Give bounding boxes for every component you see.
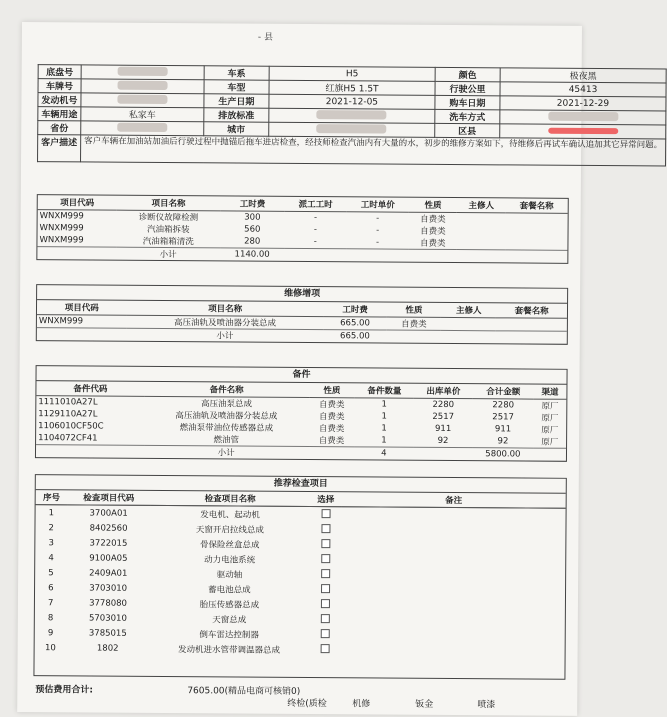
estimate-label: 预估费用合计: [35,685,93,696]
row-number: 1 [48,507,55,518]
redacted-block [317,124,387,133]
table-cell: 1 [381,423,387,434]
subtotal-value: 5800.00 [472,448,533,461]
row-number: 6 [48,582,54,593]
column-header: 选择 [310,492,342,507]
table-cell: 2280 [432,399,455,411]
subtotal-row [37,247,567,263]
redacted-block [118,66,168,75]
inspection-name: 驱动轴 [216,569,243,581]
table-cell: 自费类 [401,319,427,330]
additional-repairs-section [36,284,568,345]
subtotal-label: 小计 [116,247,220,260]
select-cell [309,582,341,597]
subtotal-row [37,328,567,344]
redacted-block [317,110,387,119]
table-cell: 1 [381,399,387,410]
field-label: 行驶公里 [435,81,500,95]
table-cell: - [313,213,318,224]
field-value: 2021-12-05 [269,94,435,109]
table-cell [533,448,566,461]
field-label: 购车日期 [435,95,500,109]
column-header: 备注 [342,492,566,508]
table-cell: 原厂 [541,425,559,436]
table-cell: 自费类 [420,226,446,237]
table-cell: - [375,237,380,248]
field-value [81,121,204,136]
column-header: 工时费 [324,302,387,317]
remark-cell [341,612,565,629]
table-cell: - [376,213,380,224]
table-cell: 原厂 [541,401,559,412]
field-value [81,79,204,94]
customer-description-label: 客户描述 [38,135,81,162]
column-header: 合计金额 [473,384,534,399]
vehicle-info-table [37,64,667,166]
select-cell [310,537,342,552]
inspection-code: 1802 [96,643,119,654]
table-cell [37,328,127,341]
column-header: 派工工时 [284,197,346,212]
table-cell: WNXM999 [39,211,84,222]
table-cell: 高压油轨及喷油器分装总成 [175,411,278,422]
field-label: 车牌号 [38,79,81,93]
table-cell: 92 [497,436,509,447]
table-cell: - [376,225,380,236]
field-value: 45413 [500,82,666,97]
table-cell: 280 [244,236,261,247]
field-value [500,124,666,139]
row-number: 9 [47,627,54,638]
field-label: 省份 [38,121,81,135]
table-cell: WNXM999 [38,316,84,327]
field-value: 2021-12-29 [500,96,666,111]
table-cell [457,225,505,237]
table-cell: 自费类 [318,436,345,447]
inspection-name: 蓄电池总成 [208,584,251,596]
subtotal-value: 1140.00 [220,248,284,261]
column-header: 序号 [36,490,68,505]
select-checkbox[interactable] [321,509,330,518]
repair-order-sheet [17,22,663,716]
table-cell [386,330,441,343]
table-cell: 高压油轨及喷油器分装总成 [174,318,277,329]
column-header: 性质 [386,303,441,318]
table-cell: 665.00 [340,318,370,329]
field-value: 红旗H5 1.5T [269,80,435,95]
select-checkbox[interactable] [320,614,329,623]
select-cell [309,627,341,642]
row-number: 7 [48,597,54,608]
table-cell: WNXM999 [39,235,84,246]
column-header: 性质 [409,198,457,213]
field-label: 底盘号 [38,65,81,79]
inspection-name: 天窗开启拉线总成 [195,524,264,536]
remark-cell [341,537,565,554]
inspection-title: 推荐检查项目 [36,475,566,494]
row-number: 4 [48,552,54,563]
subtotal-row [36,445,566,461]
parts-title: 备件 [36,366,566,385]
table-cell [284,248,346,261]
parts-table [36,381,567,461]
field-value: 极夜黑 [500,68,666,83]
table-cell: 自费类 [420,214,446,225]
customer-description-text: 客户车辆在加油站加油后行驶过程中抛锚后拖车进店检查，经技师检查汽油内有大量的水，初步的维修方案如下，待维修后再试车确认追加其它异常问题。 [81,135,666,166]
inspection-row [35,640,565,659]
select-checkbox[interactable] [320,644,329,653]
subtotal-label: 小计 [144,445,309,459]
table-cell [505,237,567,250]
table-cell: 1 [381,435,387,446]
column-header: 备件名称 [144,382,309,398]
table-cell: 1104072CF41 [38,433,98,444]
redacted-block [118,80,168,89]
column-header: 套餐名称 [496,303,567,318]
service-items-table [37,195,567,263]
column-header: 检查项目名称 [150,491,310,507]
column-header: 套餐名称 [505,198,567,213]
table-cell: 1129110A27L [38,409,98,420]
row-number: 2 [48,522,55,533]
table-cell: 燃油管 [213,435,240,446]
sig-bodywork: 钣金 [415,699,434,710]
inspection-code: 3722015 [89,537,128,549]
select-cell [309,567,341,582]
table-cell: 1 [381,411,387,422]
table-cell [505,225,567,237]
table-cell: 汽油箱拆装 [147,224,190,236]
column-header: 项目名称 [127,301,324,317]
table-cell: 原厂 [541,413,559,424]
select-cell [309,642,341,657]
inspection-code: 5703010 [88,612,127,624]
service-items-section [36,194,568,264]
column-header: 出库单价 [414,384,473,399]
column-header: 工时费 [220,196,284,211]
table-cell: 自费类 [419,238,446,249]
header-mark: - 县 [257,32,274,43]
remark-cell [341,627,565,644]
table-cell [441,330,496,343]
inspection-code: 8402560 [89,522,128,534]
subtotal-qty: 4 [354,447,413,460]
select-checkbox[interactable] [321,539,330,548]
table-cell: 300 [244,212,261,223]
table-cell: 2517 [432,411,455,423]
select-cell [309,612,341,627]
inspection-name: 胎压传感器总成 [199,599,260,611]
row-number: 10 [45,642,56,653]
row-number: 8 [47,612,54,623]
field-label: 洗车方式 [435,109,500,123]
additional-repairs-title: 维修增项 [37,285,567,304]
subtotal-label: 小计 [126,328,323,342]
table-cell [413,447,472,460]
table-cell: WNXM999 [39,223,84,234]
table-cell: 560 [244,224,261,235]
inspection-table [35,490,566,659]
table-cell [496,331,567,344]
inspection-code: 9100A05 [89,552,128,564]
inspection-code: 3700A01 [89,507,128,519]
field-value: H5 [269,66,435,81]
table-cell [309,447,355,460]
select-checkbox[interactable] [321,554,330,563]
field-value [269,122,435,137]
field-label: 生产日期 [204,94,269,108]
column-header: 备件数量 [355,383,414,398]
field-label: 车系 [204,66,269,80]
remark-cell [341,642,565,659]
sig-mechanic: 机修 [352,699,371,710]
inspection-name: 动力电池系统 [204,554,256,566]
subtotal-value: 665.00 [324,330,387,343]
select-checkbox[interactable] [321,524,330,533]
select-cell [309,552,341,567]
remark-cell [341,582,565,599]
table-cell: 自费类 [318,424,345,435]
field-label: 车辆用途 [38,107,81,121]
table-cell: - [313,237,317,248]
field-label: 区县 [435,123,500,137]
table-cell: 911 [434,423,452,435]
table-cell: - [313,225,318,236]
table-cell [505,250,567,263]
row-number: 5 [48,567,54,578]
field-label: 城市 [204,122,269,136]
select-checkbox[interactable] [321,584,330,593]
table-cell: 诊断仪故障检测 [138,212,199,224]
column-header: 项目名称 [116,196,220,211]
table-cell [496,318,567,331]
remark-cell [341,597,565,614]
table-cell: 911 [494,424,512,435]
additional-repairs-table [37,300,567,344]
table-cell: 自费类 [319,400,345,411]
column-header: 项目代码 [38,195,117,210]
estimate-value: 7605.00(精品电商可核销0) [187,686,301,697]
table-cell: 2280 [492,400,515,411]
inspection-name: 发电机、起动机 [200,509,260,521]
column-header: 主修人 [441,303,496,318]
redacted-block [117,122,167,131]
table-cell: 高压油泵总成 [200,399,253,410]
inspection-name: 天窗总成 [212,614,247,626]
table-cell: 1111010A27L [38,397,98,408]
select-cell [310,522,342,537]
table-cell: 1106010CF50C [38,421,104,432]
remark-cell [341,567,565,584]
inspection-section [33,474,566,680]
table-cell [37,247,116,260]
column-header: 工时单价 [347,197,409,212]
table-cell [457,250,505,263]
column-header: 性质 [309,383,355,398]
table-cell: 原厂 [541,437,559,448]
inspection-name: 发动机进水管带调温器总成 [177,644,281,656]
remark-cell [341,522,565,539]
table-cell: 汽油箱箱清洗 [142,236,194,248]
field-label: 排放标准 [204,108,269,122]
column-header: 主修人 [457,198,505,213]
select-checkbox[interactable] [321,569,330,578]
sig-paint: 喷漆 [477,700,496,711]
table-cell [346,249,408,262]
table-cell: 燃油泵带油位传感器总成 [179,423,274,434]
field-label: 车型 [204,80,269,94]
field-value [81,65,204,80]
inspection-code: 3778080 [89,597,128,609]
remark-cell [342,507,566,524]
select-cell [309,597,341,612]
inspection-name: 倒车雷达控制器 [199,629,259,641]
redacted-block [548,111,618,120]
select-checkbox[interactable] [321,599,330,608]
inspection-code: 3703010 [89,582,128,594]
column-header: 备件代码 [36,381,144,396]
remark-cell [341,552,565,569]
parts-section [35,365,568,462]
field-label: 发动机号 [38,93,81,107]
inspection-name: 骨保险丝盒总成 [199,539,260,551]
table-cell [457,237,505,250]
redacted-block [548,127,618,133]
field-label: 颜色 [435,67,500,81]
table-cell [457,213,505,226]
table-cell: 自费类 [318,412,345,423]
select-checkbox[interactable] [320,629,329,638]
column-header: 项目代码 [37,300,127,315]
table-cell [441,317,496,330]
table-cell: 2517 [492,412,514,423]
column-header: 检查项目代码 [67,490,150,505]
column-header: 渠道 [534,385,567,400]
sig-final-inspection: 终检(质检 [287,698,327,710]
inspection-code: 2409A01 [89,567,128,579]
field-value [500,110,666,125]
row-number: 3 [48,537,54,548]
table-cell [36,445,144,458]
table-cell [505,213,567,226]
field-value [269,108,435,123]
customer-description-row [38,135,666,166]
field-value: 私家车 [81,107,204,122]
select-cell [310,507,342,523]
inspection-code: 3785015 [88,627,127,639]
field-value [81,93,204,108]
redacted-block [117,94,167,103]
table-cell: 92 [437,435,449,446]
table-cell [409,249,457,262]
